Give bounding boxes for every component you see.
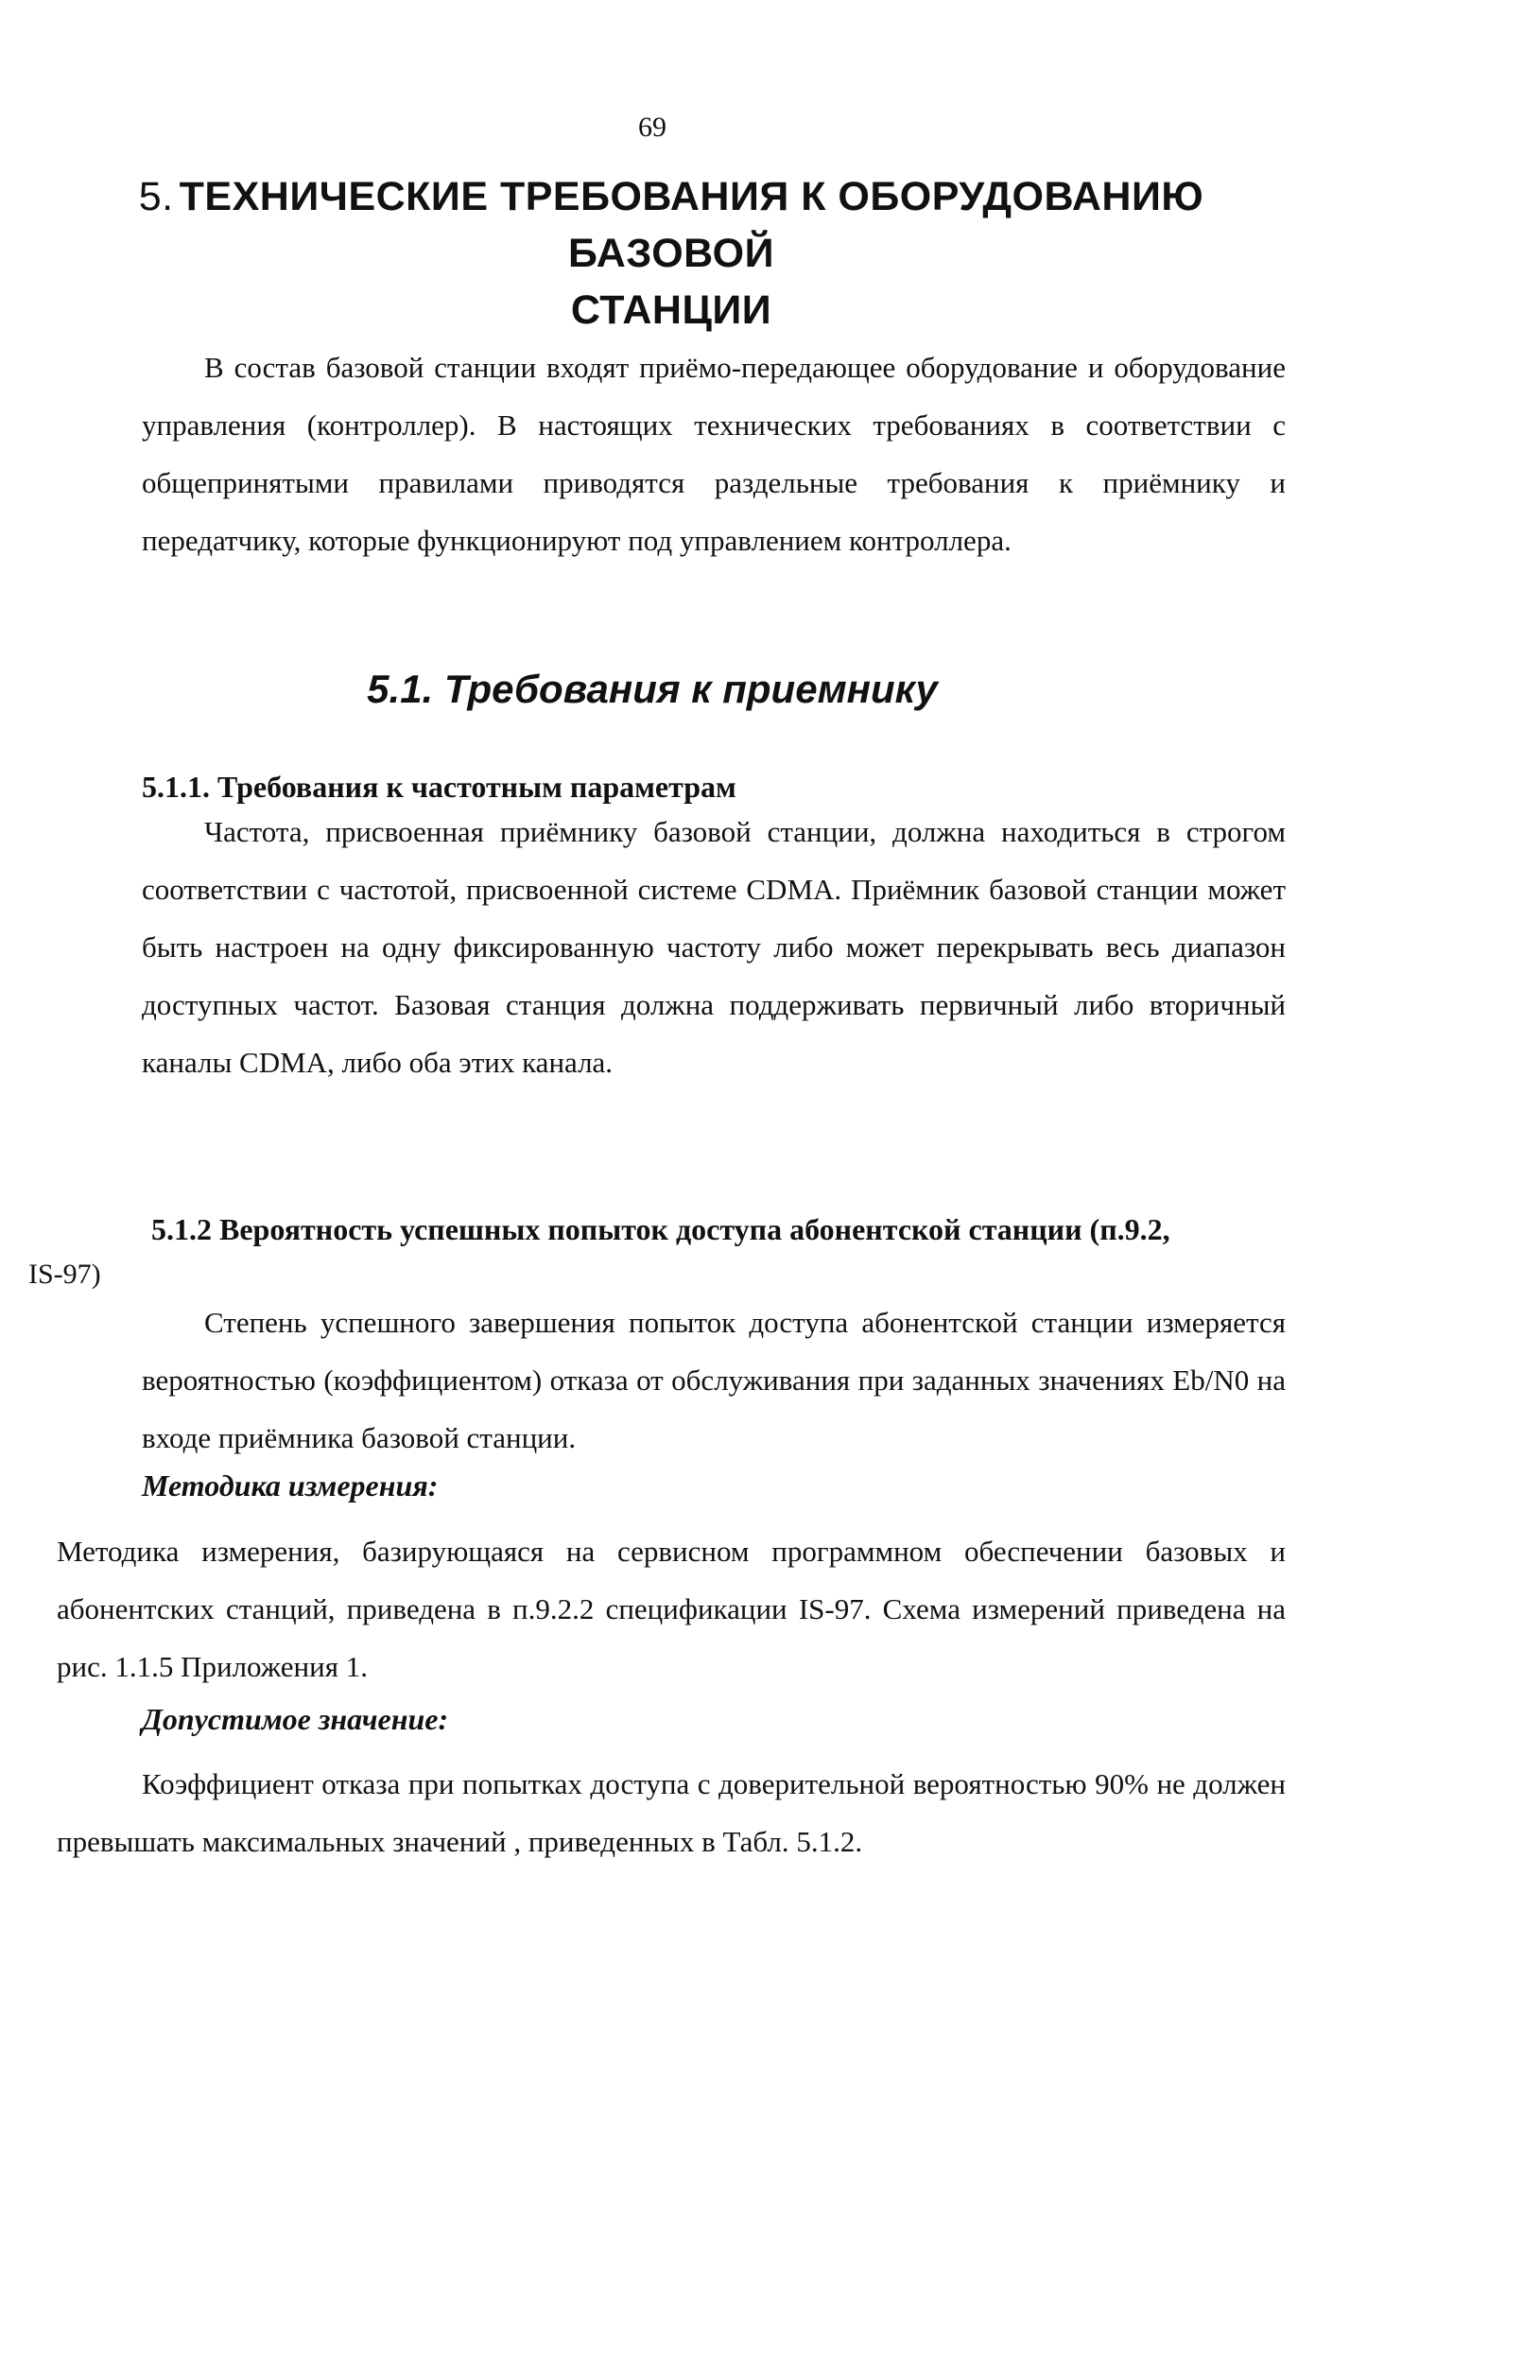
chapter-title-line-2: СТАНЦИИ xyxy=(570,287,772,333)
method-heading: Методика измерения: xyxy=(142,1468,439,1503)
subsection-2-paragraph xyxy=(142,1294,1286,1467)
subsection-1-text: Частота, присвоенная приёмнику базовой станции, должна находиться в строгом соответствии с частотой, присвоенной системе CDMA. Приёмник базовой станции может быть настроен на одну фиксированную частоту либо может перекрывать весь диапазон доступных частот. Базовая станция должна поддерживать первичный либо вторичный каналы CDMA, либо оба этих канала. xyxy=(142,815,1286,1079)
allowed-text: Коэффициент отказа при попытках доступа с доверительной вероятностью 90% не должен превышать максимальных значений , приведенных в Табл. 5.1.2. xyxy=(57,1767,1286,1858)
allowed-paragraph xyxy=(57,1755,1286,1870)
method-paragraph xyxy=(57,1522,1286,1695)
subsection-1-title: 5.1.1. Требования к частотным параметрам xyxy=(142,770,736,804)
chapter-title xyxy=(38,168,1305,339)
chapter-title-text: ТЕХНИЧЕСКИЕ ТРЕБОВАНИЯ К ОБОРУДОВАНИЮ БАЗОВОЙ xyxy=(179,174,1204,276)
subsection-1-paragraph xyxy=(142,803,1286,1091)
method-text: Методика измерения, базирующаяся на сервисном программном обеспечении базовых и абонентских станций, приведена в п.9.2.2 спецификации IS-97. Схема измерений приведена на рис. 1.1.5 Приложения 1. xyxy=(57,1535,1286,1683)
page-number: 69 xyxy=(638,112,666,143)
chapter-number: 5. xyxy=(138,174,174,219)
subsection-2-text: Степень успешного завершения попыток доступа абонентской станции измеряется вероятностью (коэффициентом) отказа от обслуживания при заданных значениях Eb/N0 на входе приёмника базовой станции. xyxy=(142,1306,1286,1454)
allowed-heading: Допустимое значение: xyxy=(142,1702,449,1736)
intro-text: В состав базовой станции входят приёмо-передающее оборудование и оборудование управления (контроллер). В настоящих технических требованиях в соответствии с общепринятыми правилами приводятся раздельные требования к приёмнику и передатчику, которые функционируют под управлением контроллера. xyxy=(142,351,1286,557)
section-title: 5.1. Требования к приемнику xyxy=(367,667,938,711)
subsection-2-title-line-1: 5.1.2 Вероятность успешных попыток доступа абонентской станции (п.9.2, xyxy=(151,1212,1170,1246)
subsection-2-title xyxy=(28,1207,1295,1297)
subsection-2-title-line-2: IS-97) xyxy=(28,1259,101,1290)
intro-paragraph xyxy=(142,339,1286,569)
chapter-title-line-1 xyxy=(38,168,1305,282)
